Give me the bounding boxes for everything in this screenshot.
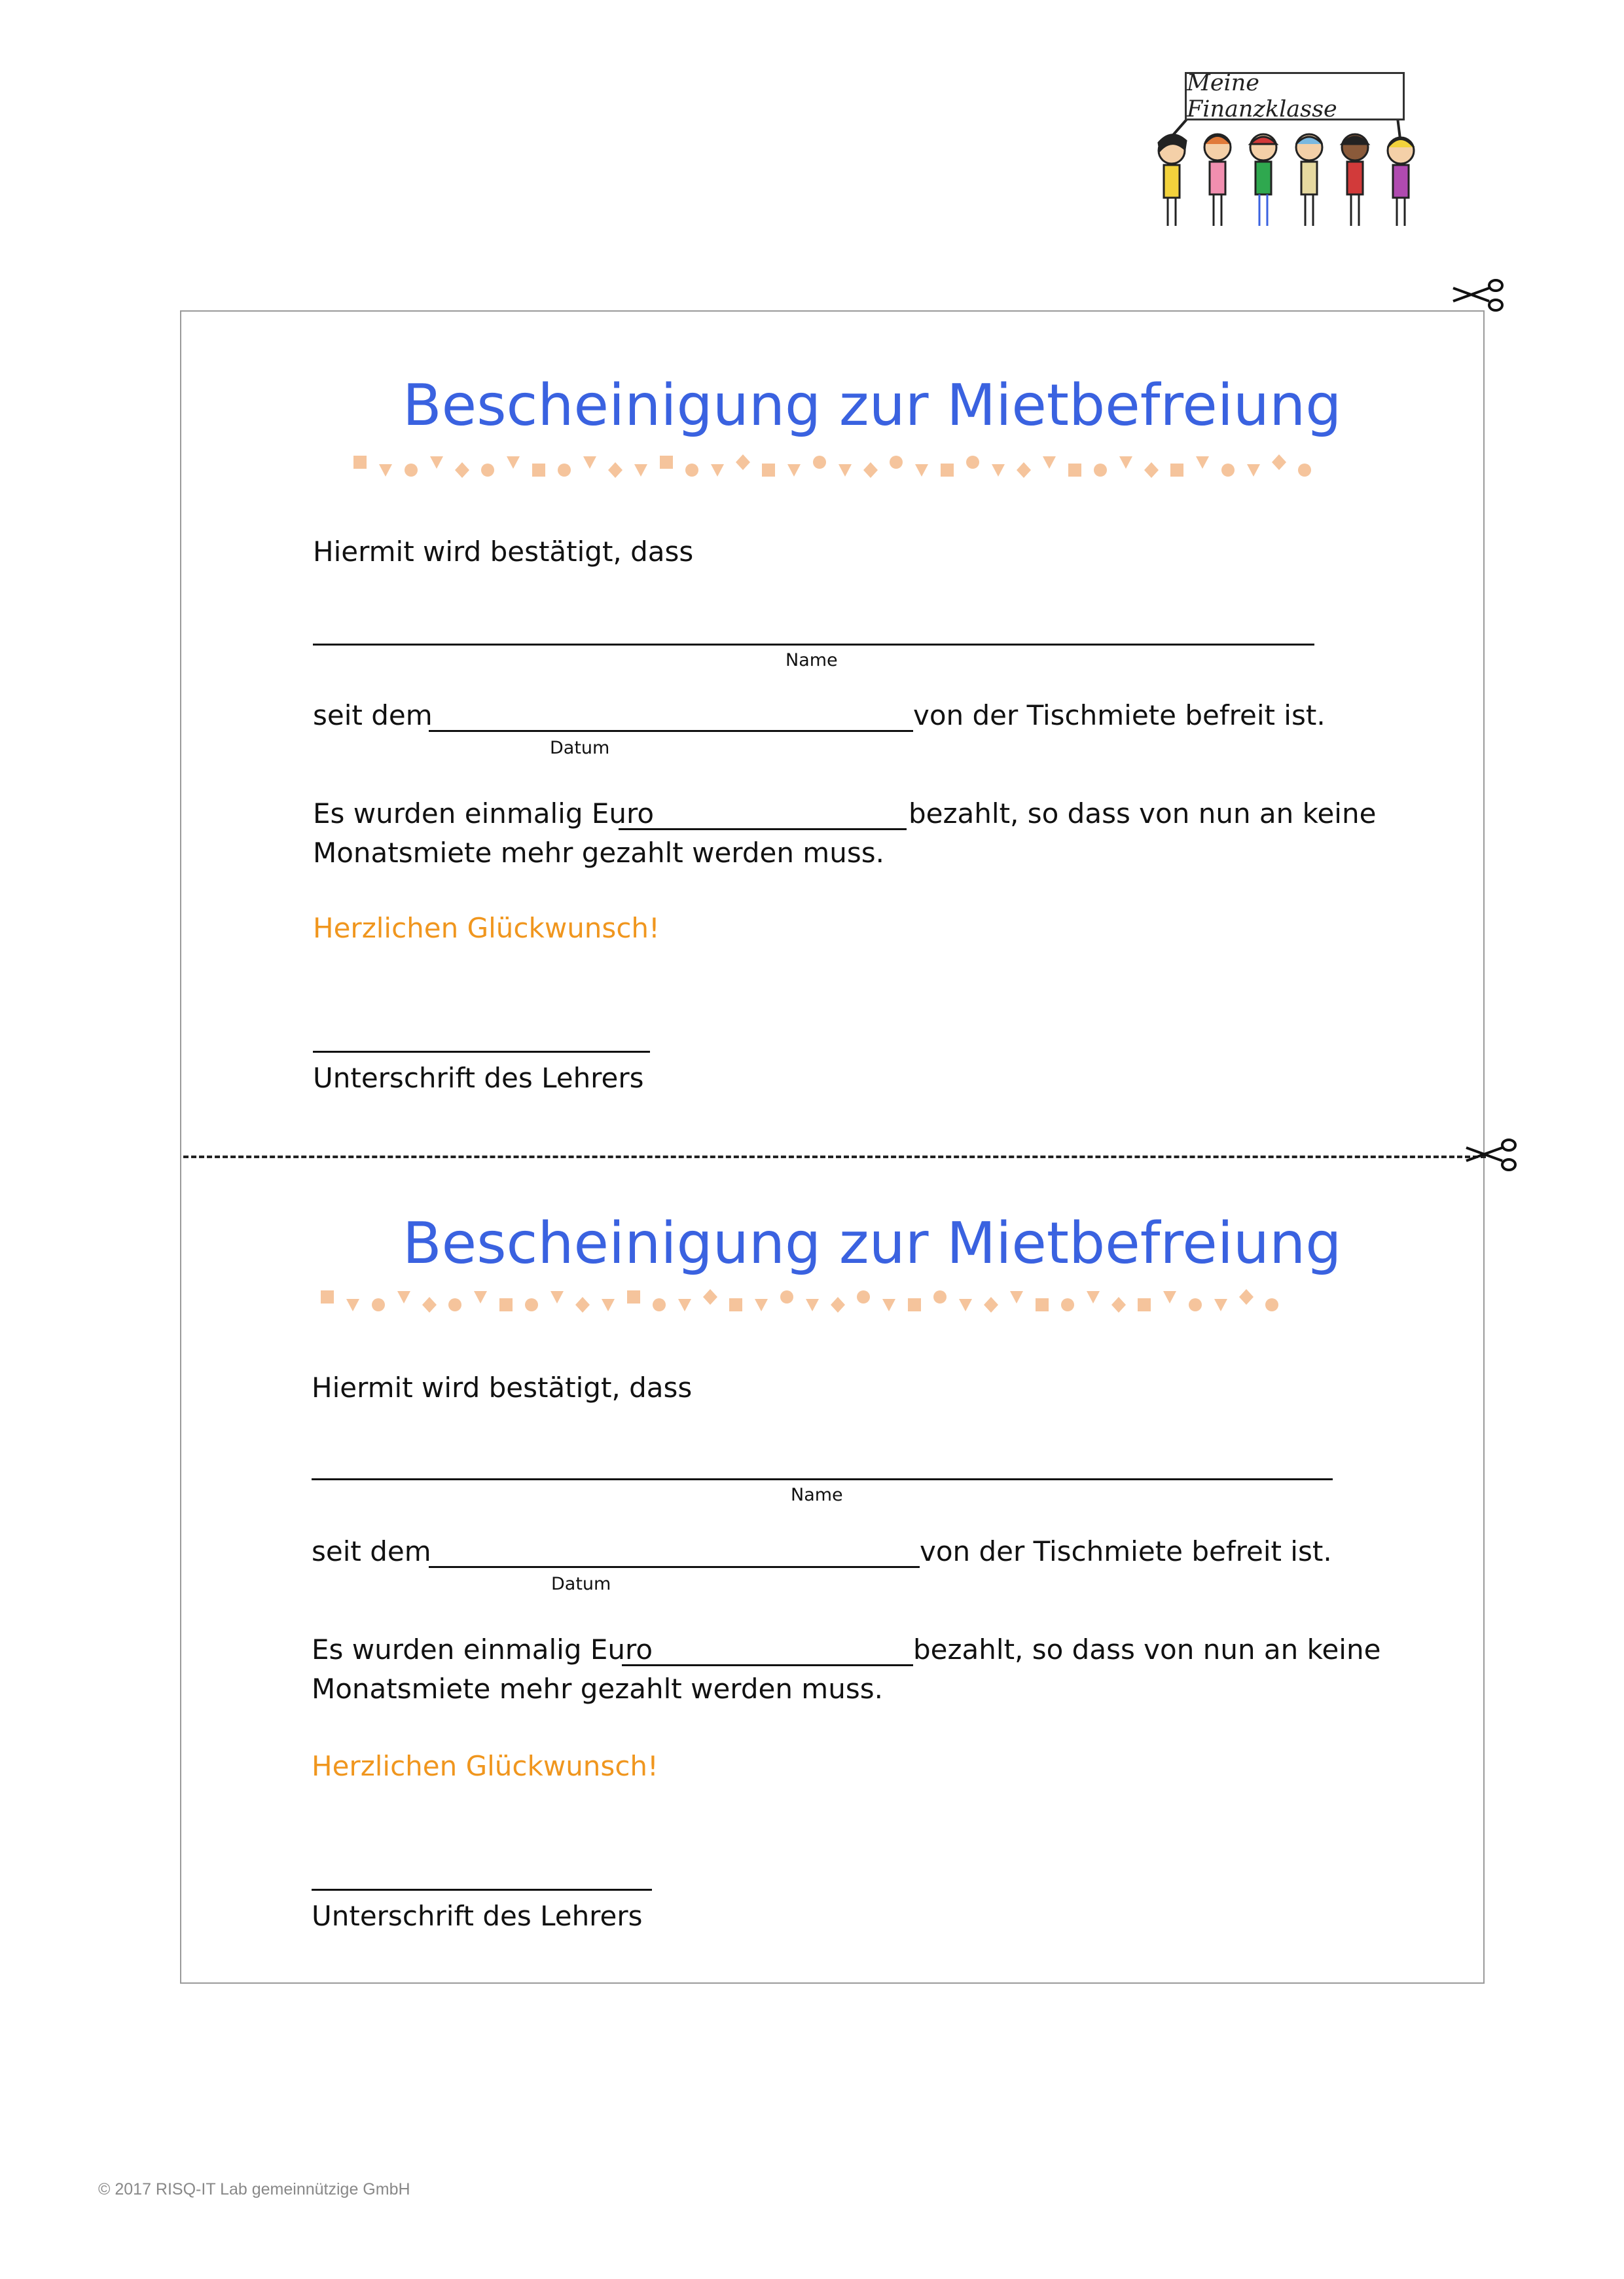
decor-shape: [787, 464, 801, 477]
decor-shape: [346, 1299, 359, 1311]
logo: [1139, 65, 1440, 242]
decor-shape: [857, 1290, 870, 1304]
decor-shape: [372, 1298, 385, 1311]
decor-shape: [1138, 1298, 1151, 1311]
scissors-icon: [1463, 1135, 1522, 1180]
intro-text: Hiermit wird bestätigt, dass: [313, 536, 694, 568]
name-line[interactable]: [313, 644, 1314, 646]
decor-shape: [660, 456, 673, 469]
cut-line: [183, 1156, 1486, 1158]
decor-shape: [678, 1299, 691, 1311]
decor-shape: [583, 456, 596, 469]
decor-shape: [397, 1291, 410, 1304]
payment-suffix: bezahlt, so dass von nun an keine: [913, 1633, 1381, 1666]
since-suffix: von der Tischmiete befreit ist.: [913, 699, 1326, 731]
decor-shape: [908, 1298, 921, 1311]
decor-shape: [915, 464, 928, 477]
decor-shape: [1061, 1298, 1074, 1311]
decor-shape: [863, 462, 878, 478]
decor-shape: [933, 1290, 947, 1304]
since-suffix: von der Tischmiete befreit ist.: [920, 1535, 1332, 1567]
decor-shape: [966, 456, 979, 469]
date-line[interactable]: [429, 1566, 920, 1568]
decor-shape: [992, 464, 1005, 477]
decor-shape: [379, 464, 392, 477]
decor-shape: [353, 456, 367, 469]
copyright-footer: © 2017 RISQ-IT Lab gemeinnützige GmbH: [98, 2180, 410, 2198]
decor-shape: [984, 1297, 998, 1313]
decor-shape: [1247, 464, 1260, 477]
decor-shape: [1036, 1298, 1049, 1311]
logo-sign: Meine Finanzklasse: [1185, 72, 1405, 120]
certificate-title: Bescheinigung zur Mietbefreiung: [403, 372, 1342, 439]
decor-shape: [703, 1289, 717, 1305]
decor-shape: [1298, 464, 1311, 477]
decor-shape: [1163, 1291, 1176, 1304]
congrats-text: Herzlichen Glückwunsch!: [313, 912, 660, 944]
signature-line[interactable]: [313, 1051, 650, 1053]
euro-line[interactable]: [622, 1664, 913, 1666]
decor-shape: [755, 1299, 768, 1311]
decor-shape: [405, 464, 418, 477]
euro-line[interactable]: [619, 828, 907, 830]
certificate-title: Bescheinigung zur Mietbefreiung: [403, 1210, 1342, 1277]
payment-prefix: Es wurden einmalig Euro: [312, 1633, 653, 1666]
decor-shape: [685, 464, 698, 477]
decor-shape: [1119, 456, 1132, 469]
decor-shape: [474, 1291, 487, 1304]
decor-shape: [941, 464, 954, 477]
decor-shape: [1221, 464, 1235, 477]
decor-shape: [813, 456, 826, 469]
decor-shape: [831, 1297, 845, 1313]
decor-shape: [1189, 1298, 1202, 1311]
decor-shape: [1144, 462, 1159, 478]
decor-shape: [806, 1299, 819, 1311]
signature-label: Unterschrift des Lehrers: [312, 1900, 643, 1932]
decor-shape: [736, 454, 750, 470]
payment-prefix: Es wurden einmalig Euro: [313, 797, 655, 830]
decor-shape: [634, 464, 647, 477]
decor-shape: [1043, 456, 1056, 469]
decor-shape: [882, 1299, 895, 1311]
decor-shape: [1068, 464, 1081, 477]
decor-shape: [550, 1291, 564, 1304]
decor-shape: [1017, 462, 1031, 478]
scissors-icon: [1450, 275, 1509, 321]
signature-label: Unterschrift des Lehrers: [313, 1062, 644, 1094]
decor-shape: [430, 456, 443, 469]
decor-shape: [481, 464, 494, 477]
payment-line2: Monatsmiete mehr gezahlt werden muss.: [313, 837, 884, 869]
signature-line[interactable]: [312, 1889, 652, 1891]
decor-shape: [422, 1297, 437, 1313]
decor-shape: [839, 464, 852, 477]
decor-shape: [1111, 1297, 1126, 1313]
decor-shape: [711, 464, 724, 477]
decor-shape: [1196, 456, 1209, 469]
decorative-shapes: [347, 452, 1342, 482]
decor-shape: [455, 462, 469, 478]
decor-shape: [525, 1298, 538, 1311]
name-label: Name: [785, 650, 838, 670]
decor-shape: [507, 456, 520, 469]
decor-shape: [1010, 1291, 1023, 1304]
decor-shape: [321, 1290, 334, 1304]
date-label: Datum: [550, 738, 610, 758]
since-prefix: seit dem: [312, 1535, 431, 1567]
date-label: Datum: [551, 1574, 611, 1594]
decor-shape: [1214, 1299, 1227, 1311]
decorative-shapes: [314, 1286, 1309, 1317]
decor-shape: [762, 464, 775, 477]
decor-shape: [1272, 454, 1286, 470]
decor-shape: [558, 464, 571, 477]
decor-shape: [532, 464, 545, 477]
payment-line2: Monatsmiete mehr gezahlt werden muss.: [312, 1673, 883, 1705]
congrats-text: Herzlichen Glückwunsch!: [312, 1750, 659, 1782]
decor-shape: [608, 462, 623, 478]
decor-shape: [602, 1299, 615, 1311]
decor-shape: [1094, 464, 1107, 477]
since-prefix: seit dem: [313, 699, 433, 731]
name-line[interactable]: [312, 1478, 1333, 1480]
decor-shape: [729, 1298, 742, 1311]
decor-shape: [1265, 1298, 1278, 1311]
decor-shape: [1239, 1289, 1254, 1305]
name-label: Name: [791, 1485, 843, 1505]
decor-shape: [1087, 1291, 1100, 1304]
decor-shape: [499, 1298, 513, 1311]
date-line[interactable]: [429, 730, 913, 732]
intro-text: Hiermit wird bestätigt, dass: [312, 1372, 693, 1404]
decor-shape: [653, 1298, 666, 1311]
decor-shape: [575, 1297, 590, 1313]
decor-shape: [1170, 464, 1183, 477]
decor-shape: [448, 1298, 461, 1311]
decor-shape: [627, 1290, 640, 1304]
decor-shape: [780, 1290, 793, 1304]
decor-shape: [890, 456, 903, 469]
payment-suffix: bezahlt, so dass von nun an keine: [909, 797, 1377, 830]
decor-shape: [959, 1299, 972, 1311]
